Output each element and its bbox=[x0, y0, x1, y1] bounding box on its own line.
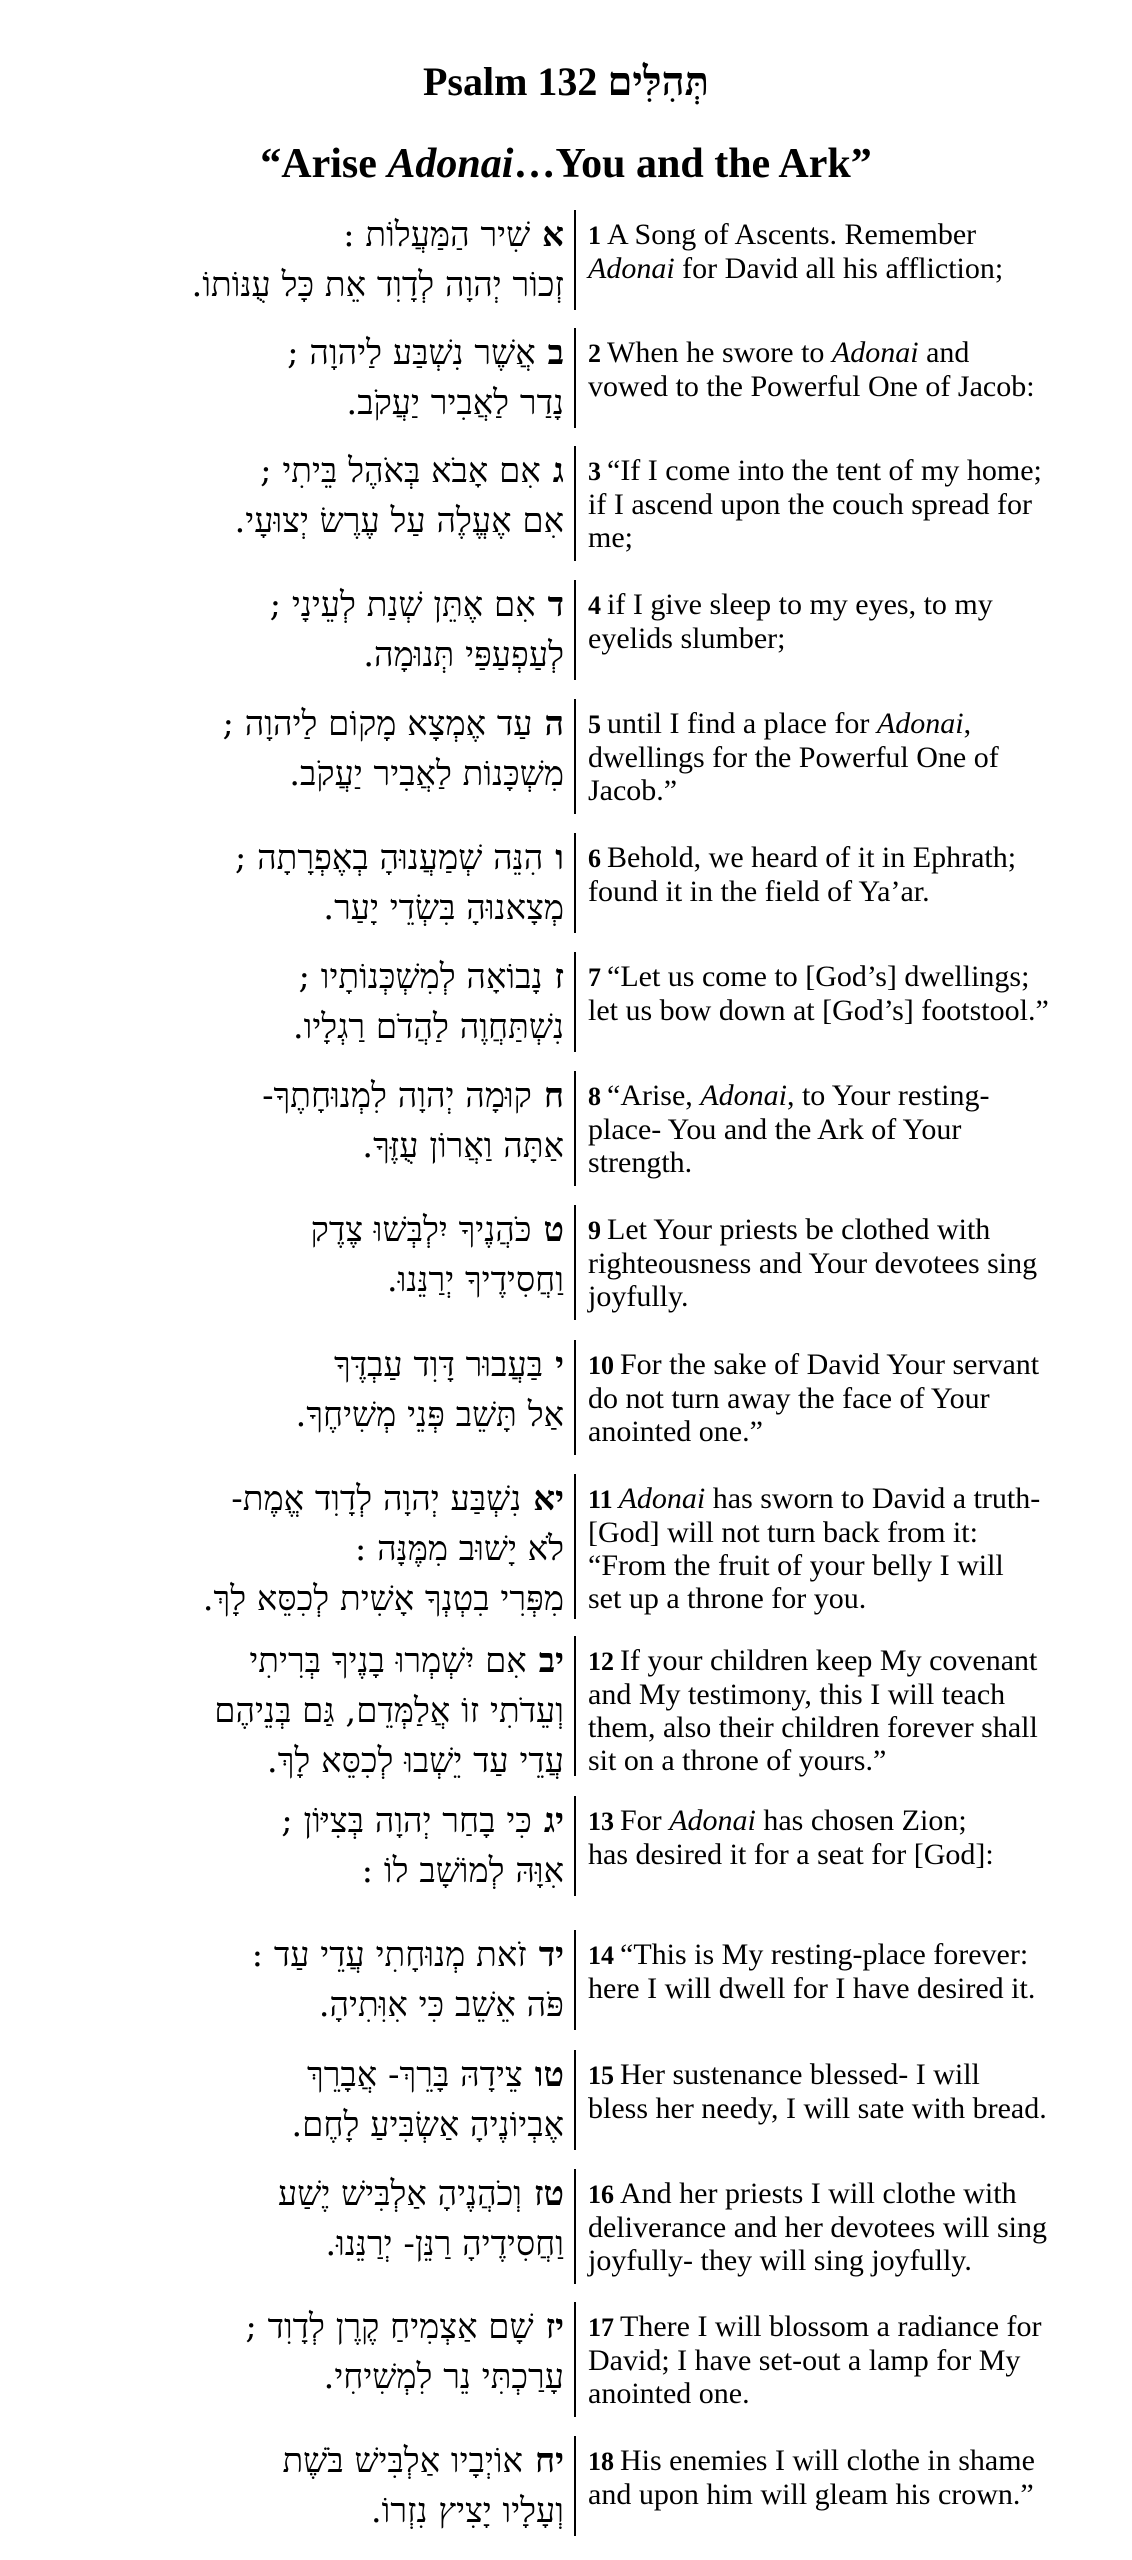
english-line bbox=[588, 1348, 1118, 1382]
hebrew-line-text: עָרַכְתִּי נֵר לִמְשִׁיחִי. bbox=[323, 2357, 564, 2397]
english-text bbox=[588, 588, 1118, 655]
hebrew-line bbox=[24, 496, 564, 546]
english-text-run: do not turn away the face of Your bbox=[588, 1382, 990, 1415]
subtitle-pre: “Arise bbox=[260, 141, 388, 187]
hebrew-line bbox=[24, 580, 564, 630]
verse-row bbox=[0, 580, 1132, 680]
english-line bbox=[588, 1644, 1118, 1678]
english-text-run: strength. bbox=[588, 1146, 693, 1179]
verse-row bbox=[0, 210, 1132, 310]
hebrew-line-text: בַּעֲבוּר דָּוִד עַבְדֶּךָ bbox=[333, 1345, 544, 1385]
verse-row bbox=[0, 699, 1132, 814]
english-text-run: set up a throne for you. bbox=[588, 1582, 867, 1615]
english-line bbox=[588, 2058, 1118, 2092]
verse-number: 12 bbox=[588, 1647, 614, 1676]
english-text-run: Let Your priests be clothed with bbox=[607, 1213, 991, 1246]
hebrew-line bbox=[24, 1255, 564, 1305]
hebrew-line-text: וְעָלָיו יָצִיץ נִזְרוֹ. bbox=[370, 2491, 564, 2531]
english-text-run: eyelids slumber; bbox=[588, 622, 786, 655]
english-text-run: “From the fruit of your belly I will bbox=[588, 1549, 1004, 1582]
english-text-run: them, also their children forever shall bbox=[588, 1711, 1038, 1744]
english-text-run: for David all his affliction; bbox=[674, 252, 1004, 285]
hebrew-line bbox=[24, 1121, 564, 1171]
english-text-run: me; bbox=[588, 521, 633, 554]
hebrew-line-text: נִשְׁבַּע יְהוָה לְדָוִד אֱמֶת- bbox=[231, 1479, 522, 1519]
hebrew-line bbox=[24, 1980, 564, 2030]
title-english: Psalm 132 bbox=[423, 59, 598, 104]
hebrew-line bbox=[24, 446, 564, 496]
english-line bbox=[588, 252, 1118, 285]
hebrew-text bbox=[24, 2169, 564, 2269]
english-text-run: [God] will not turn back from it: bbox=[588, 1516, 978, 1549]
column-divider bbox=[574, 2436, 576, 2536]
english-line bbox=[588, 1213, 1118, 1247]
english-line bbox=[588, 370, 1118, 403]
verse-row bbox=[0, 952, 1132, 1052]
english-text-run: anointed one. bbox=[588, 2377, 750, 2410]
column-divider bbox=[574, 2050, 576, 2150]
english-text-run: has chosen Zion; bbox=[755, 1804, 967, 1837]
english-line bbox=[588, 1972, 1118, 2005]
english-text bbox=[588, 960, 1118, 1027]
english-text bbox=[588, 2058, 1118, 2125]
english-text-run: Jacob.” bbox=[588, 774, 678, 807]
hebrew-line bbox=[24, 1524, 564, 1574]
column-divider bbox=[574, 952, 576, 1052]
hebrew-line bbox=[24, 2050, 564, 2100]
hebrew-verse-letter: ה bbox=[544, 704, 564, 744]
verse-row bbox=[0, 2169, 1132, 2284]
english-text-run: Behold, we heard of it in Ephrath; bbox=[607, 841, 1017, 874]
hebrew-line-text: צֵידָהּ בָּרֵךְ- אֲבָרֵךְ bbox=[307, 2055, 523, 2095]
english-line bbox=[588, 707, 1118, 741]
hebrew-line bbox=[24, 699, 564, 749]
english-text-run: and upon him will gleam his crown.” bbox=[588, 2478, 1034, 2511]
hebrew-line bbox=[24, 2486, 564, 2536]
english-text bbox=[588, 2310, 1118, 2410]
english-line bbox=[588, 1549, 1118, 1582]
hebrew-line-text: זֹאת מְנוּחָתִי עֲדֵי עַד : bbox=[251, 1935, 527, 1975]
verse-number: 4 bbox=[588, 591, 601, 620]
english-line bbox=[588, 336, 1118, 370]
hebrew-line bbox=[24, 1930, 564, 1980]
subtitle-italic: Adonai bbox=[387, 141, 514, 187]
hebrew-line-text: שָׁם אַצְמִיחַ קֶרֶן לְדָוִד ; bbox=[245, 2307, 534, 2347]
hebrew-line bbox=[24, 952, 564, 1002]
english-line bbox=[588, 2211, 1118, 2244]
english-text-run: His enemies I will clothe in shame bbox=[620, 2444, 1035, 2477]
hebrew-text bbox=[24, 210, 564, 310]
hebrew-line-text: אֲשֶׁר נִשְׁבַּע לַיהוָה ; bbox=[287, 333, 536, 373]
divine-name: Adonai bbox=[669, 1804, 756, 1837]
english-line bbox=[588, 488, 1118, 521]
english-text-run: dwellings for the Powerful One of bbox=[588, 741, 999, 774]
english-text bbox=[588, 218, 1118, 285]
hebrew-line bbox=[24, 2352, 564, 2402]
divine-name: Adonai bbox=[618, 1482, 706, 1515]
english-line bbox=[588, 2244, 1118, 2277]
hebrew-line-text: אִוָּהּ לְמוֹשָׁב לוֹ : bbox=[361, 1851, 564, 1891]
english-text-run: For the sake of David Your servant bbox=[620, 1348, 1040, 1381]
english-line bbox=[588, 1113, 1118, 1146]
verse-number: 9 bbox=[588, 1216, 601, 1245]
hebrew-line bbox=[24, 1636, 564, 1686]
english-line bbox=[588, 1482, 1118, 1516]
column-divider bbox=[574, 1474, 576, 1619]
page-title bbox=[0, 58, 1132, 105]
hebrew-line-text: לֹא יָשׁוּב מִמֶּנָּה : bbox=[354, 1529, 564, 1569]
hebrew-line bbox=[24, 1574, 564, 1624]
column-divider bbox=[574, 1796, 576, 1896]
hebrew-text bbox=[24, 2436, 564, 2536]
hebrew-text bbox=[24, 699, 564, 799]
english-text bbox=[588, 1644, 1118, 1777]
verse-number: 3 bbox=[588, 457, 601, 486]
hebrew-line-text: אַתָּה וַאֲרוֹן עֻזֶּךָ. bbox=[362, 1126, 564, 1166]
english-line bbox=[588, 454, 1118, 488]
english-text bbox=[588, 2177, 1118, 2277]
english-text-run: righteousness and Your devotees sing bbox=[588, 1247, 1038, 1280]
column-divider bbox=[574, 1930, 576, 2030]
english-line bbox=[588, 2177, 1118, 2211]
hebrew-line-text: כֹּהֲנֶיךָ יִלְבְּשׁוּ צֶדֶק bbox=[310, 1210, 532, 1250]
hebrew-text bbox=[24, 1636, 564, 1786]
hebrew-line bbox=[24, 1796, 564, 1846]
hebrew-line bbox=[24, 2436, 564, 2486]
english-text-run: A Song of Ascents. Remember bbox=[607, 218, 977, 251]
hebrew-line-text: פֹּה אֵשֵׁב כִּי אִוִּתִיהָ. bbox=[318, 1985, 564, 2025]
english-line bbox=[588, 2377, 1118, 2410]
hebrew-line bbox=[24, 260, 564, 310]
column-divider bbox=[574, 2302, 576, 2417]
english-text bbox=[588, 1348, 1118, 1448]
hebrew-line-text: אוֹיְבָיו אַלְבִּישׁ בֹּשֶׁת bbox=[282, 2441, 523, 2481]
hebrew-line-text: וַחֲסִידֶיךָ יְרַנֵּנוּ. bbox=[386, 1260, 564, 1300]
english-text-run: if I give sleep to my eyes, to my bbox=[607, 588, 993, 621]
hebrew-line-text: מִשְׁכָּנוֹת לַאֲבִיר יַעֲקֹב. bbox=[289, 754, 564, 794]
verse-number: 18 bbox=[588, 2447, 614, 2476]
hebrew-text bbox=[24, 1340, 564, 1440]
hebrew-line-text: נָדַר לַאֲבִיר יַעֲקֹב. bbox=[346, 383, 564, 423]
column-divider bbox=[574, 833, 576, 933]
hebrew-verse-letter: יג bbox=[543, 1801, 564, 1841]
subtitle-post: …You and the Ark” bbox=[513, 141, 872, 187]
english-text-run: and bbox=[918, 336, 970, 369]
verse-number: 7 bbox=[588, 963, 601, 992]
english-text-run: vowed to the Powerful One of Jacob: bbox=[588, 370, 1035, 403]
verse-row bbox=[0, 328, 1132, 428]
hebrew-line bbox=[24, 2169, 564, 2219]
hebrew-line bbox=[24, 378, 564, 428]
english-text bbox=[588, 2444, 1118, 2511]
english-text-run: Her sustenance blessed- I will bbox=[620, 2058, 980, 2091]
verse-number: 11 bbox=[588, 1485, 613, 1514]
hebrew-verse-letter: יא bbox=[533, 1479, 564, 1519]
hebrew-verse-letter: יח bbox=[534, 2441, 564, 2481]
english-line bbox=[588, 1247, 1118, 1280]
hebrew-line-text: נָבוֹאָה לְמִשְׁכְּנוֹתָיו ; bbox=[298, 957, 543, 997]
english-line bbox=[588, 2092, 1118, 2125]
hebrew-line-text: לְעַפְעַפַּי תְּנוּמָה. bbox=[363, 635, 564, 675]
hebrew-line bbox=[24, 1071, 564, 1121]
verse-number: 1 bbox=[588, 221, 601, 250]
english-line bbox=[588, 2310, 1118, 2344]
divine-name: Adonai bbox=[876, 707, 964, 740]
hebrew-line bbox=[24, 1736, 564, 1786]
english-line bbox=[588, 2444, 1118, 2478]
english-line bbox=[588, 1146, 1118, 1179]
english-text bbox=[588, 841, 1118, 908]
hebrew-verse-letter: ט bbox=[543, 1210, 564, 1250]
verse-number: 15 bbox=[588, 2061, 614, 2090]
hebrew-line-text: קוּמָה יְהוָה לִמְנוּחָתֶךָ- bbox=[262, 1076, 532, 1116]
hebrew-text bbox=[24, 328, 564, 428]
english-text-run: if I ascend upon the couch spread for bbox=[588, 488, 1032, 521]
verse-row bbox=[0, 1205, 1132, 1320]
hebrew-line bbox=[24, 1846, 564, 1896]
english-line bbox=[588, 1516, 1118, 1549]
column-divider bbox=[574, 446, 576, 561]
english-text-run: When he swore to bbox=[607, 336, 832, 369]
hebrew-verse-letter: א bbox=[542, 215, 564, 255]
english-text-run: place- You and the Ark of Your bbox=[588, 1113, 962, 1146]
english-line bbox=[588, 1582, 1118, 1615]
english-text-run: “Arise, bbox=[607, 1079, 701, 1112]
hebrew-line-text: כִּי בָחַר יְהוָה בְּצִיּוֹן ; bbox=[281, 1801, 532, 1841]
hebrew-text bbox=[24, 580, 564, 680]
english-line bbox=[588, 218, 1118, 252]
verse-number: 2 bbox=[588, 339, 601, 368]
divine-name: Adonai bbox=[700, 1079, 787, 1112]
hebrew-line bbox=[24, 1002, 564, 1052]
hebrew-text bbox=[24, 952, 564, 1052]
column-divider bbox=[574, 1340, 576, 1455]
hebrew-line-text: זְכוֹר יְהוָה לְדָוִד אֵת כָּל עֻנּוֹתוֹ. bbox=[191, 265, 564, 305]
hebrew-verse-letter: יז bbox=[545, 2307, 564, 2347]
english-text-run: joyfully. bbox=[588, 1280, 689, 1313]
english-text-run: “If I come into the tent of my home; bbox=[607, 454, 1042, 487]
hebrew-text bbox=[24, 1474, 564, 1624]
hebrew-line-text: וְכֹהֲנֶיהָ אַלְבִּישׁ יֶשַׁע bbox=[278, 2174, 522, 2214]
english-line bbox=[588, 1382, 1118, 1415]
verse-row bbox=[0, 1930, 1132, 2030]
column-divider bbox=[574, 2169, 576, 2284]
hebrew-line bbox=[24, 833, 564, 883]
hebrew-line-text: אִם אָבֹא בְּאֹהֶל בֵּיתִי ; bbox=[260, 451, 541, 491]
column-divider bbox=[574, 1205, 576, 1320]
hebrew-line-text: אִם יִשְׁמְרוּ בָנֶיךָ בְּרִיתִי bbox=[249, 1641, 527, 1681]
page-subtitle bbox=[0, 140, 1132, 188]
english-text bbox=[588, 707, 1118, 807]
english-text-run: sit on a throne of yours.” bbox=[588, 1744, 887, 1777]
verse-number: 16 bbox=[588, 2180, 614, 2209]
hebrew-line bbox=[24, 2219, 564, 2269]
verse-number: 14 bbox=[588, 1941, 614, 1970]
english-text-run: has sworn to David a truth- bbox=[705, 1482, 1041, 1515]
english-line bbox=[588, 875, 1118, 908]
english-text-run: deliverance and her devotees will sing bbox=[588, 2211, 1047, 2244]
hebrew-line bbox=[24, 1474, 564, 1524]
english-line bbox=[588, 622, 1118, 655]
hebrew-verse-letter: יב bbox=[538, 1641, 564, 1681]
hebrew-text bbox=[24, 446, 564, 546]
english-text bbox=[588, 454, 1118, 554]
hebrew-line bbox=[24, 749, 564, 799]
english-line bbox=[588, 994, 1118, 1027]
english-text-run: found it in the field of Ya’ar. bbox=[588, 875, 930, 908]
hebrew-line-text: וַחֲסִידֶיהָ רַנֵּן- יְרַנֵּנוּ. bbox=[325, 2224, 564, 2264]
hebrew-verse-letter: י bbox=[555, 1345, 564, 1385]
english-text-run: joyfully- they will sing joyfully. bbox=[588, 2244, 972, 2277]
hebrew-line-text: מִפְּרִי בִטְנְךָ אָשִׁית לְכִסֵּא לָךְ. bbox=[202, 1579, 564, 1619]
english-text-run: , bbox=[963, 707, 972, 740]
divine-name: Adonai bbox=[831, 336, 919, 369]
hebrew-line-text: מְצָאנוּהָ בִּשְׂדֵי יָעַר. bbox=[323, 888, 564, 928]
english-line bbox=[588, 1938, 1118, 1972]
hebrew-line-text: אֶבְיוֹנֶיהָ אַשְׂבִּיעַ לָחֶם. bbox=[291, 2105, 564, 2145]
column-divider bbox=[574, 699, 576, 814]
hebrew-line bbox=[24, 630, 564, 680]
hebrew-verse-letter: ח bbox=[543, 1076, 564, 1116]
hebrew-verse-letter: טו bbox=[534, 2055, 564, 2095]
english-text-run: and My testimony, this I will teach bbox=[588, 1678, 1006, 1711]
english-text-run: has desired it for a seat for [God]: bbox=[588, 1838, 994, 1871]
hebrew-line-text: הִנֵּה שְׁמַעֲנוּהָ בְאֶפְרָתָה ; bbox=[234, 838, 544, 878]
hebrew-line-text: עֲדֵי עַד יֵשְׁבוּ לְכִסֵּא לָךְ. bbox=[266, 1741, 564, 1781]
english-line bbox=[588, 741, 1118, 774]
english-text bbox=[588, 1079, 1118, 1179]
hebrew-text bbox=[24, 1205, 564, 1305]
english-line bbox=[588, 1079, 1118, 1113]
english-line bbox=[588, 2344, 1118, 2377]
english-text-run: For bbox=[620, 1804, 670, 1837]
english-text-run: “This is My resting-place forever: bbox=[620, 1938, 1029, 1971]
english-line bbox=[588, 1415, 1118, 1448]
hebrew-line-text: עַד אֶמְצָא מָקוֹם לַיהוָה ; bbox=[222, 704, 533, 744]
english-text-run: until I find a place for bbox=[607, 707, 877, 740]
hebrew-line bbox=[24, 2100, 564, 2150]
english-line bbox=[588, 1838, 1118, 1871]
english-text-run: “Let us come to [God’s] dwellings; bbox=[607, 960, 1030, 993]
column-divider bbox=[574, 328, 576, 428]
english-text bbox=[588, 336, 1118, 403]
hebrew-verse-letter: ו bbox=[555, 838, 564, 878]
hebrew-line-text: שִׁיר הַמַּעֲלוֹת : bbox=[343, 215, 531, 255]
english-text-run: anointed one.” bbox=[588, 1415, 763, 1448]
column-divider bbox=[574, 1071, 576, 1186]
hebrew-line bbox=[24, 883, 564, 933]
hebrew-line bbox=[24, 210, 564, 260]
hebrew-text bbox=[24, 2302, 564, 2402]
english-line bbox=[588, 1744, 1118, 1777]
hebrew-line-text: וְעֵדֹתִי זוֹ אֲלַמְּדֵם, גַּם בְּנֵיהֶם bbox=[214, 1691, 564, 1731]
hebrew-line bbox=[24, 1205, 564, 1255]
english-line bbox=[588, 1678, 1118, 1711]
english-line bbox=[588, 841, 1118, 875]
hebrew-verse-letter: ז bbox=[554, 957, 564, 997]
hebrew-line-text: אִם אֶעֱלֶה עַל עֶרֶשׂ יְצוּעָי. bbox=[234, 501, 564, 541]
verse-row bbox=[0, 1340, 1132, 1455]
hebrew-verse-letter: יד bbox=[538, 1935, 564, 1975]
english-text-run: David; I have set-out a lamp for My bbox=[588, 2344, 1021, 2377]
english-text-run: bless her needy, I will sate with bread. bbox=[588, 2092, 1047, 2125]
verse-row bbox=[0, 1636, 1132, 1781]
hebrew-line bbox=[24, 1390, 564, 1440]
english-line bbox=[588, 774, 1118, 807]
hebrew-line-text: אִם אֶתֵּן שְׁנַת לְעֵינָי ; bbox=[269, 585, 536, 625]
hebrew-text bbox=[24, 1930, 564, 2030]
verse-number: 17 bbox=[588, 2313, 614, 2342]
english-text bbox=[588, 1804, 1118, 1871]
hebrew-text bbox=[24, 833, 564, 933]
english-line bbox=[588, 1804, 1118, 1838]
hebrew-verse-letter: ג bbox=[552, 451, 564, 491]
verse-row bbox=[0, 1796, 1132, 1896]
english-line bbox=[588, 521, 1118, 554]
hebrew-line-text: אַל תָּשֵׁב פְּנֵי מְשִׁיחֶךָ. bbox=[295, 1395, 564, 1435]
verse-row bbox=[0, 1071, 1132, 1186]
verse-row bbox=[0, 446, 1132, 561]
hebrew-line bbox=[24, 328, 564, 378]
hebrew-text bbox=[24, 2050, 564, 2150]
verse-number: 10 bbox=[588, 1351, 614, 1380]
hebrew-text bbox=[24, 1796, 564, 1896]
hebrew-verse-letter: ד bbox=[547, 585, 564, 625]
divine-name: Adonai bbox=[588, 252, 675, 285]
english-text-run: let us bow down at [God’s] footstool.” bbox=[588, 994, 1049, 1027]
english-line bbox=[588, 1711, 1118, 1744]
english-text bbox=[588, 1482, 1118, 1615]
english-text-run: here I will dwell for I have desired it. bbox=[588, 1972, 1036, 2005]
english-line bbox=[588, 1280, 1118, 1313]
verse-row bbox=[0, 2050, 1132, 2150]
hebrew-text bbox=[24, 1071, 564, 1171]
hebrew-verse-letter: ב bbox=[547, 333, 564, 373]
verse-number: 13 bbox=[588, 1807, 614, 1836]
hebrew-line bbox=[24, 2302, 564, 2352]
column-divider bbox=[574, 210, 576, 310]
verse-row bbox=[0, 2302, 1132, 2417]
column-divider bbox=[574, 580, 576, 680]
verse-row bbox=[0, 1474, 1132, 1619]
hebrew-line-text: נִשְׁתַּחֲוֶה לַהֲדֹם רַגְלָיו. bbox=[292, 1007, 564, 1047]
english-text-run: There I will blossom a radiance for bbox=[620, 2310, 1042, 2343]
column-divider bbox=[574, 1636, 576, 1776]
hebrew-line bbox=[24, 1686, 564, 1736]
english-text bbox=[588, 1938, 1118, 2005]
verse-number: 5 bbox=[588, 710, 601, 739]
title-hebrew: תְּהִלִּים bbox=[607, 59, 709, 104]
english-text bbox=[588, 1213, 1118, 1313]
english-text-run: And her priests I will clothe with bbox=[620, 2177, 1017, 2210]
english-text-run: If your children keep My covenant bbox=[620, 1644, 1038, 1677]
verse-row bbox=[0, 2436, 1132, 2536]
hebrew-verse-letter: טז bbox=[533, 2174, 564, 2214]
hebrew-line bbox=[24, 1340, 564, 1390]
english-line bbox=[588, 588, 1118, 622]
english-line bbox=[588, 960, 1118, 994]
verse-number: 6 bbox=[588, 844, 601, 873]
english-line bbox=[588, 2478, 1118, 2511]
verse-row bbox=[0, 833, 1132, 933]
verse-number: 8 bbox=[588, 1082, 601, 1111]
english-text-run: , to Your resting- bbox=[786, 1079, 990, 1112]
